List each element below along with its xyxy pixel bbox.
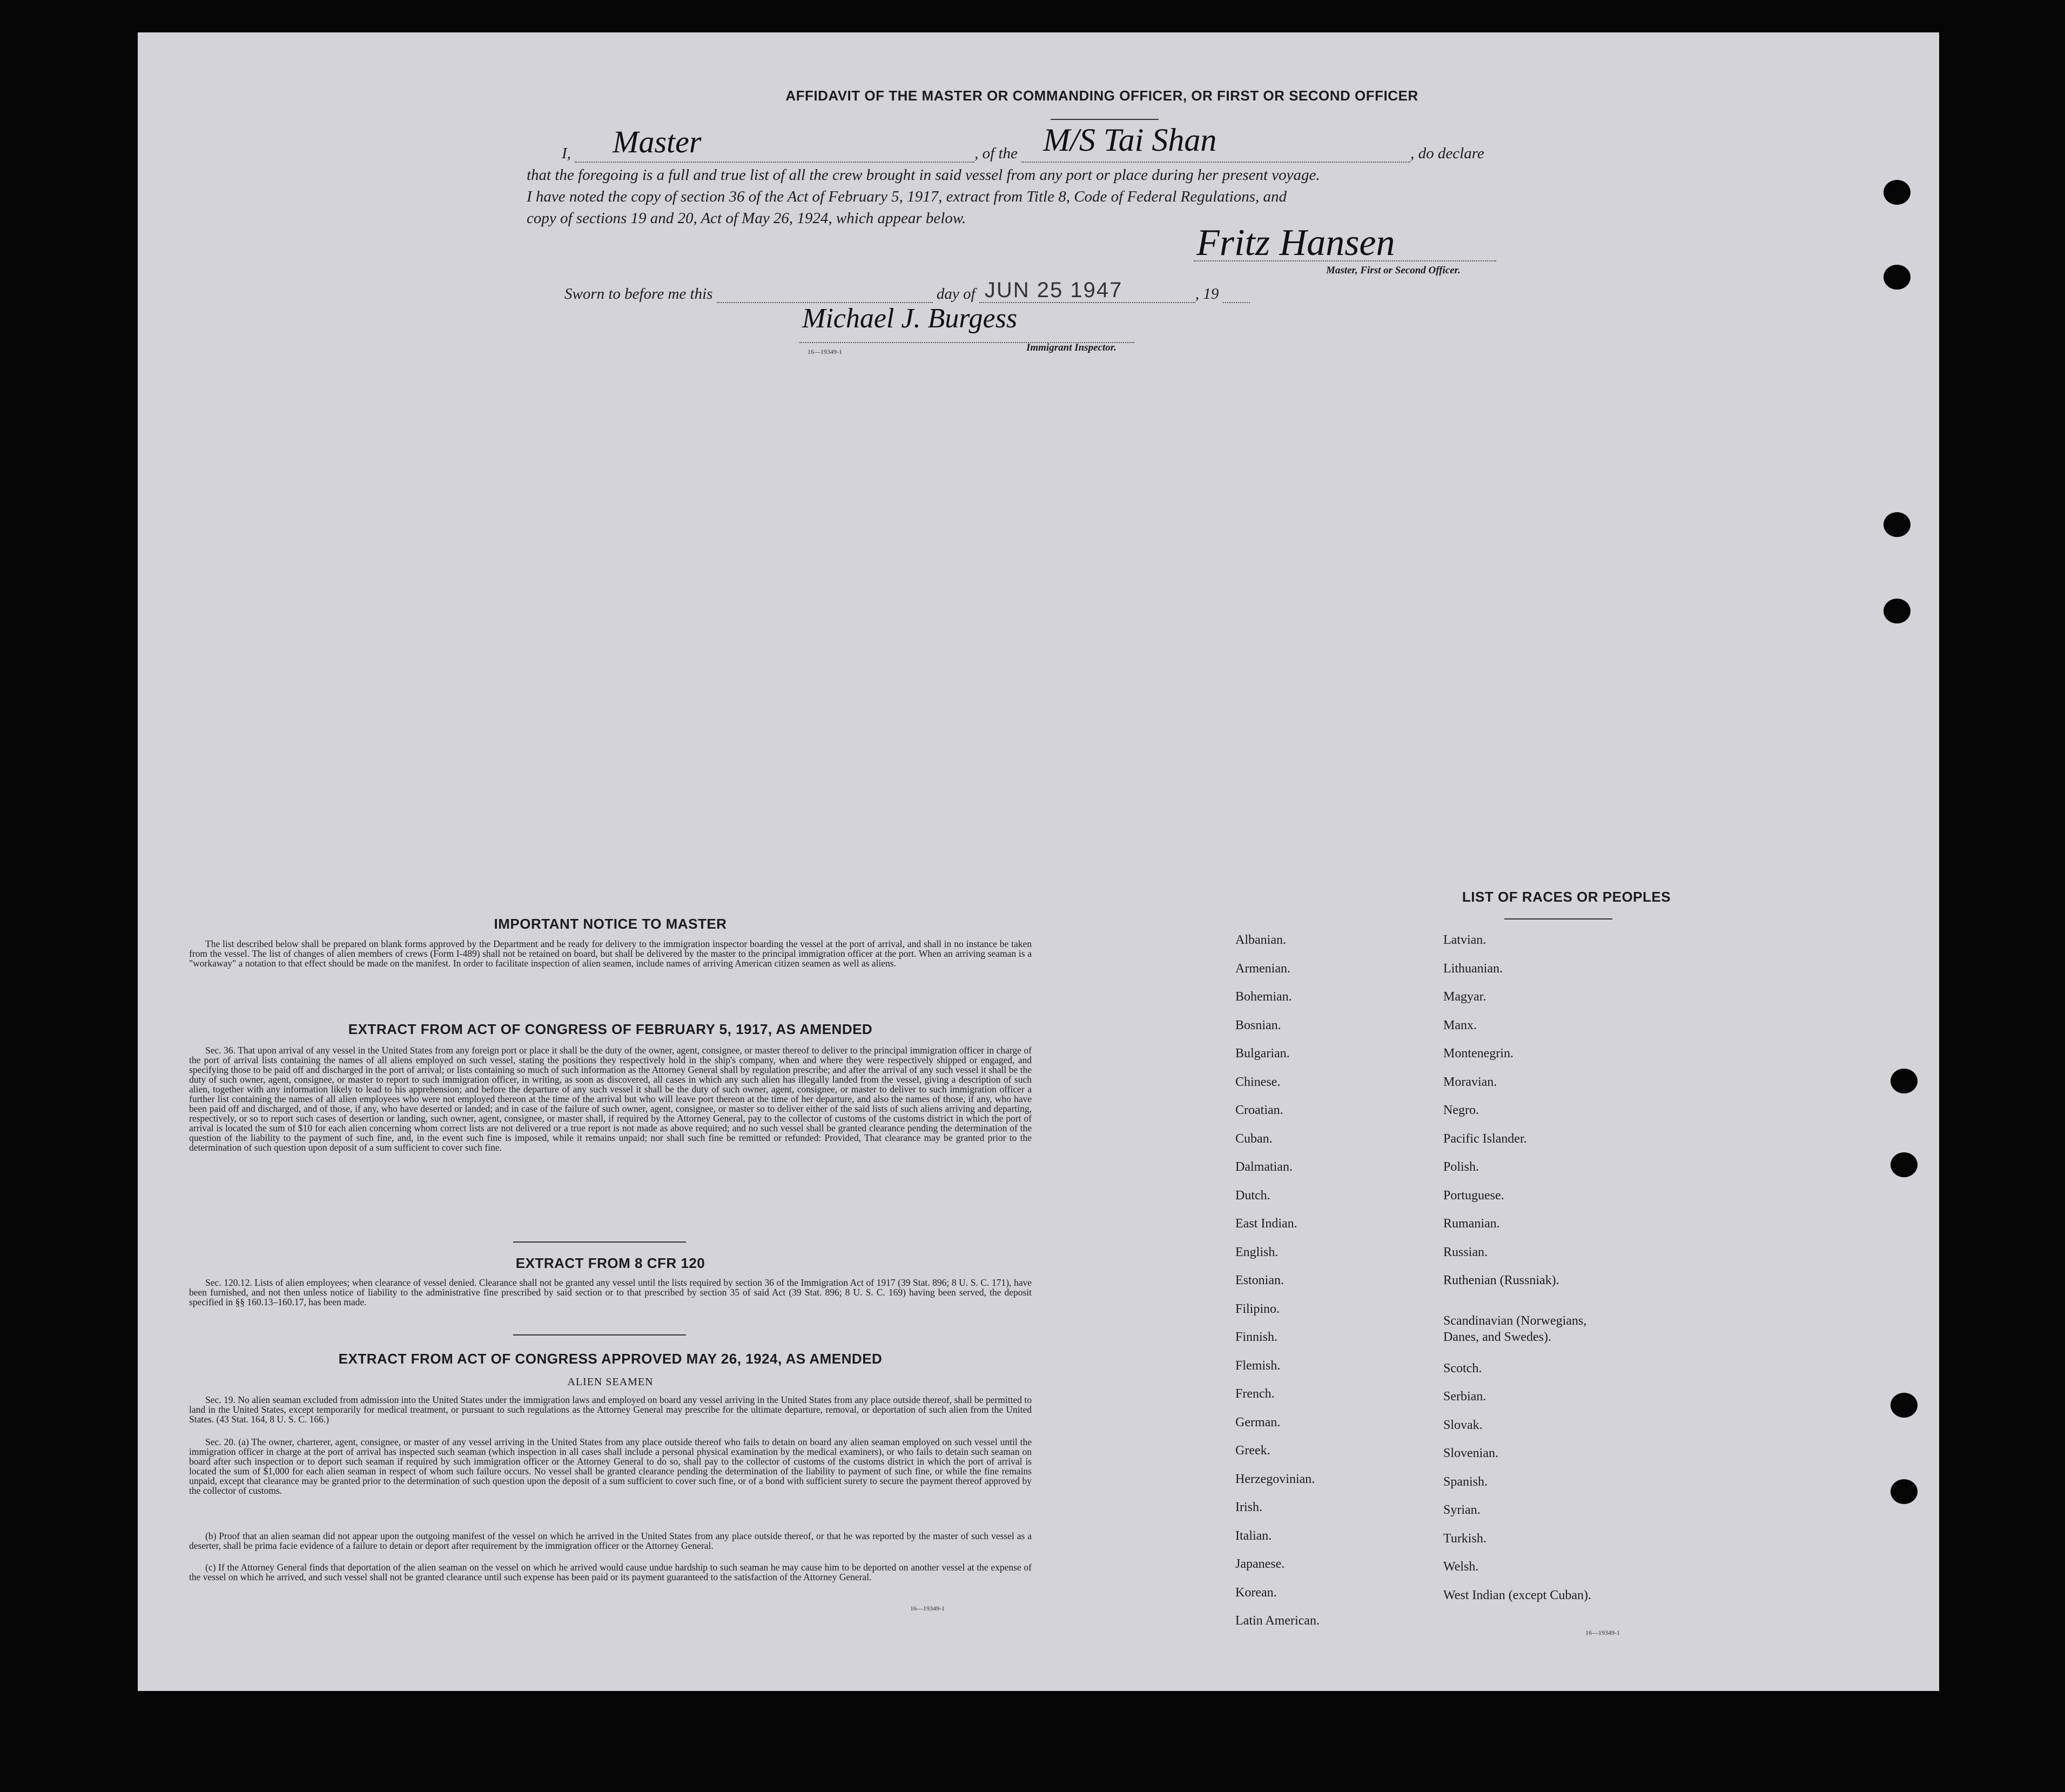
- sec-20b-text: (b) Proof that an alien seaman did not appear upon the outgoing manifest of the vessel on which he arrived in the United States from any place outside thereof, or that he was reported by the master of such vessel as a deserter, shall be prima facie evidence of a failure to detain or deport after requirement by the immigration officer or the Attorney General.: [189, 1531, 1032, 1551]
- race-right-14: Scotch.: [1443, 1361, 1482, 1375]
- race-left-19: Herzegovinian.: [1235, 1472, 1315, 1486]
- race-right-21: Welsh.: [1443, 1560, 1479, 1574]
- race-right-17: Slovenian.: [1443, 1446, 1498, 1460]
- extract-cfr-title: EXTRACT FROM 8 CFR 120: [515, 1255, 705, 1271]
- race-right-5: Moravian.: [1443, 1075, 1497, 1089]
- handwritten-vessel: M/S Tai Shan: [1043, 122, 1217, 158]
- binder-hole: [1884, 180, 1911, 205]
- binder-hole: [1891, 1479, 1918, 1504]
- race-right-18: Spanish.: [1443, 1475, 1488, 1489]
- race-right-9: Portuguese.: [1443, 1189, 1504, 1203]
- race-left-18: Greek.: [1235, 1444, 1270, 1458]
- day-of-text: day of: [936, 285, 976, 303]
- race-left-24: Latin American.: [1235, 1614, 1320, 1628]
- race-left-12: Estonian.: [1235, 1273, 1284, 1287]
- inspector-signature: Michael J. Burgess: [802, 303, 1018, 334]
- binder-hole: [1884, 265, 1911, 290]
- affidavit-line-3: I have noted the copy of section 36 of the Act of February 5, 1917, extract from Title 8, Code of Federal Regulations, and: [527, 188, 1287, 205]
- race-right-19: Syrian.: [1443, 1503, 1481, 1517]
- sworn-text: Sworn to before me this: [564, 285, 713, 303]
- race-right-16: Slovak.: [1443, 1418, 1483, 1432]
- race-right-3: Manx.: [1443, 1018, 1477, 1032]
- rank-blank: [575, 124, 974, 163]
- binder-hole: [1891, 1069, 1918, 1093]
- race-right-2: Magyar.: [1443, 990, 1486, 1004]
- races-form-number: 16—19349-1: [1585, 1629, 1620, 1636]
- race-left-2: Bohemian.: [1235, 990, 1292, 1004]
- affidavit-title: AFFIDAVIT OF THE MASTER OR COMMANDING OFFICER, OR FIRST OR SECOND OFFICER: [785, 88, 1418, 104]
- race-right-8: Polish.: [1443, 1160, 1479, 1174]
- race-left-1: Armenian.: [1235, 962, 1290, 976]
- line1-i: I,: [562, 145, 571, 162]
- affidavit-line-1: [562, 122, 1484, 163]
- notice-text: The list described below shall be prepared on blank forms approved by the Department and be ready for delivery to the immigration inspector boarding the vessel at the port of arrival, and shall in no instance be taken from the vessel. The list of changes of alien members of crews (Form I-489) shall not be retained on board, but shall be delivered by the master to the principal immigration officer at the port. When an arriving seaman is a "workaway" a notation to that effect should be made on the manifest. In order to facilitate inspection of alien seamen, include names of arriving American citizen seamen as well as aliens.: [189, 938, 1032, 969]
- race-left-7: Cuban.: [1235, 1132, 1273, 1146]
- race-left-15: Flemish.: [1235, 1359, 1281, 1373]
- date-blank: [979, 278, 1195, 303]
- race-right-7: Pacific Islander.: [1443, 1132, 1527, 1146]
- extract-form-number: 16—19349-1: [910, 1605, 945, 1612]
- race-right-0: Latvian.: [1443, 933, 1486, 947]
- races-rule: [1504, 918, 1612, 920]
- document-sheet: [138, 32, 1939, 1691]
- race-right-1: Lithuanian.: [1443, 962, 1503, 976]
- extract-1924-title: EXTRACT FROM ACT OF CONGRESS APPROVED MAY 26, 1924, AS AMENDED: [338, 1351, 883, 1367]
- sworn-day-blank: [717, 286, 933, 303]
- race-right-4: Montenegrin.: [1443, 1046, 1514, 1061]
- year-blank: [1223, 286, 1250, 303]
- title-rule: [1051, 119, 1159, 120]
- extract-1917-text: Sec. 36. That upon arrival of any vessel in the United States from any foreign port or place it shall be the duty of the owner, agent, consignee, or master thereof to deliver to the principal immigration officer in charge of the port of arrival lists containing the names of all aliens employed on such vessel, stating the positions they respectively hold in the ship's company, when and where they were respectively shipped or engaged, and specifying those to be paid off and discharged in the port of arrival; or lists containing so much of such information as the Attorney General shall by regulation prescribe; and after the arrival of any such vessel it shall be the duty of such owner, agent, consignee, or master to report to such immigration officer, in writing, as soon as discovered, all cases in which any such alien has illegally landed from the vessel, giving a description of such alien, together with any information likely to lead to his apprehension; and before the departure of any such vessel it shall be the duty of such owner, agent, consignee, or master to deliver to such immigration officer a further list containing the names of all alien employees who were not employed thereon at the time of the arrival but who will leave port thereon at the time of her departure, and also the names of those, if any, who have been paid off and discharged, and of those, if any, who have deserted or landed; and in case of the failure of such owner, agent, consignee, or master so to deliver either of the said lists of such aliens arriving and departing, respectively, or so to report such cases of desertion or landing, such owner, agent, consignee, or master shall, if required by the Attorney General, pay to the collector of customs of the customs district in which the port of arrival is located the sum of $10 for each alien concerning whom correct lists are not delivered or a true report is not made as above required; and no such vessel shall be granted clearance pending the determination of the question of the liability to the payment of such fine, and, in the event such fine is imposed, while it remains unpaid; nor shall such fine be remitted or refunded: Provided, That clearance may be granted prior to the determination of such question upon deposit of a sum sufficient to cover such fine.: [189, 1045, 1032, 1153]
- sec-20c-text: (c) If the Attorney General finds that deportation of the alien seaman on the vessel on which he arrived would cause undue hardship to such seaman he may cause him to be deported on another vessel at the expense of the vessel on which he arrived, and such vessel shall not be granted clearance until such expense has been paid or its payment guaranteed to the satisfaction of the Attorney General.: [189, 1562, 1032, 1582]
- alien-seamen-subtitle: ALIEN SEAMEN: [567, 1376, 654, 1388]
- binder-hole: [1884, 599, 1911, 623]
- race-left-10: East Indian.: [1235, 1217, 1297, 1231]
- affidavit-form-number: 16—19349-1: [808, 348, 842, 355]
- race-left-8: Dalmatian.: [1235, 1160, 1293, 1174]
- race-right-11: Russian.: [1443, 1245, 1488, 1259]
- race-left-4: Bulgarian.: [1235, 1046, 1290, 1061]
- race-left-3: Bosnian.: [1235, 1018, 1281, 1032]
- race-left-22: Japanese.: [1235, 1557, 1285, 1571]
- race-left-6: Croatian.: [1235, 1103, 1283, 1117]
- handwritten-rank: Master: [613, 124, 702, 159]
- race-left-9: Dutch.: [1235, 1189, 1270, 1203]
- race-left-21: Italian.: [1235, 1529, 1272, 1543]
- inspector-caption: Immigrant Inspector.: [1026, 342, 1116, 353]
- race-left-16: French.: [1235, 1387, 1275, 1401]
- date-stamp: JUN 25 1947: [984, 278, 1123, 302]
- race-right-22: West Indian (except Cuban).: [1443, 1588, 1591, 1602]
- sec-19-text: Sec. 19. No alien seaman excluded from admission into the United States under the immigration laws and employed on board any vessel arriving in the United States from any place outside thereof, shall be permitted to land in the United States, except temporarily for medical treatment, or pursuant to such regulations as the Attorney General may prescribe for the ultimate departure, removal, or deportation of such alien from the United States. (43 Stat. 164, 8 U. S. C. 166.): [189, 1394, 1032, 1425]
- binder-hole: [1891, 1393, 1918, 1418]
- race-right-12: Ruthenian (Russniak).: [1443, 1273, 1559, 1287]
- extract-cfr-text: Sec. 120.12. Lists of alien employees; when clearance of vessel denied. Clearance shall not be granted any vessel until the lists required by section 36 of the Immigration Act of 1917 (39 Stat. 896; 8 U. S. C. 171), have been furnished, and not then unless notice of liability to the administrative fine prescribed by said section or to that prescribed by section 35 of said Act (39 Stat. 896; 8 U. S. C. 169) having been served, the deposit specified in §§ 160.13–160.17, has been made.: [189, 1277, 1032, 1307]
- race-left-13: Filipino.: [1235, 1302, 1280, 1316]
- race-left-14: Finnish.: [1235, 1330, 1278, 1344]
- race-left-20: Irish.: [1235, 1500, 1262, 1514]
- race-right-15: Serbian.: [1443, 1390, 1486, 1404]
- race-left-17: German.: [1235, 1415, 1281, 1429]
- master-signature-line: [1194, 260, 1496, 261]
- race-left-0: Albanian.: [1235, 933, 1286, 947]
- race-right-20: Turkish.: [1443, 1532, 1486, 1546]
- vessel-blank: [1021, 122, 1410, 163]
- sec-20a-text: Sec. 20. (a) The owner, charterer, agent, consignee, or master of any vessel arriving in the United States from any place outside thereof who fails to detain on board any alien seaman employed on such vessel until the immigration officer in charge at the port of arrival has inspected such seaman (which inspection in all cases shall include a personal physical examination by the medical examiners), or who fails to detain such seaman on board after such inspection or to deport such seaman if required by such immigration officer or the Attorney General to do so, shall pay to the collector of customs of the customs district in which the port of arrival is located the sum of $1,000 for each alien seaman in respect of whom such failure occurs. No vessel shall be granted clearance pending the determination of the liability to payment of such fine, or while the fine remains unpaid, except that clearance may be granted prior to the determination of such question upon the deposit of a sum sufficient to cover such fine, or of a bond with sufficient surety to secure the payment thereof approved by the collector of customs.: [189, 1437, 1032, 1496]
- extract-1917-title: EXTRACT FROM ACT OF CONGRESS OF FEBRUARY 5, 1917, AS AMENDED: [348, 1021, 873, 1037]
- extract-rule-1: [513, 1241, 686, 1243]
- race-left-11: English.: [1235, 1245, 1279, 1259]
- line1-of-the: , of the: [974, 145, 1018, 162]
- races-title: LIST OF RACES OR PEOPLES: [1462, 889, 1671, 905]
- sworn-line: [564, 278, 1250, 303]
- master-caption: Master, First or Second Officer.: [1326, 265, 1461, 276]
- notice-title: IMPORTANT NOTICE TO MASTER: [494, 916, 727, 932]
- master-signature: Fritz Hansen: [1196, 222, 1395, 264]
- race-left-23: Korean.: [1235, 1586, 1277, 1600]
- race-right-13: Scandinavian (Norwegians, Danes, and Swedes).: [1443, 1314, 1587, 1344]
- race-right-6: Negro.: [1443, 1103, 1479, 1117]
- race-left-5: Chinese.: [1235, 1075, 1281, 1089]
- affidavit-line-4: copy of sections 19 and 20, Act of May 26, 1924, which appear below.: [527, 210, 966, 227]
- race-right-10: Rumanian.: [1443, 1217, 1500, 1231]
- line1-do-declare: , do declare: [1410, 145, 1484, 162]
- binder-hole: [1891, 1152, 1918, 1177]
- affidavit-line-2: that the foregoing is a full and true list of all the crew brought in said vessel from any port or place during her present voyage.: [527, 166, 1320, 184]
- year-prefix: , 19: [1195, 285, 1219, 303]
- extract-rule-2: [513, 1334, 686, 1335]
- binder-hole: [1884, 512, 1911, 537]
